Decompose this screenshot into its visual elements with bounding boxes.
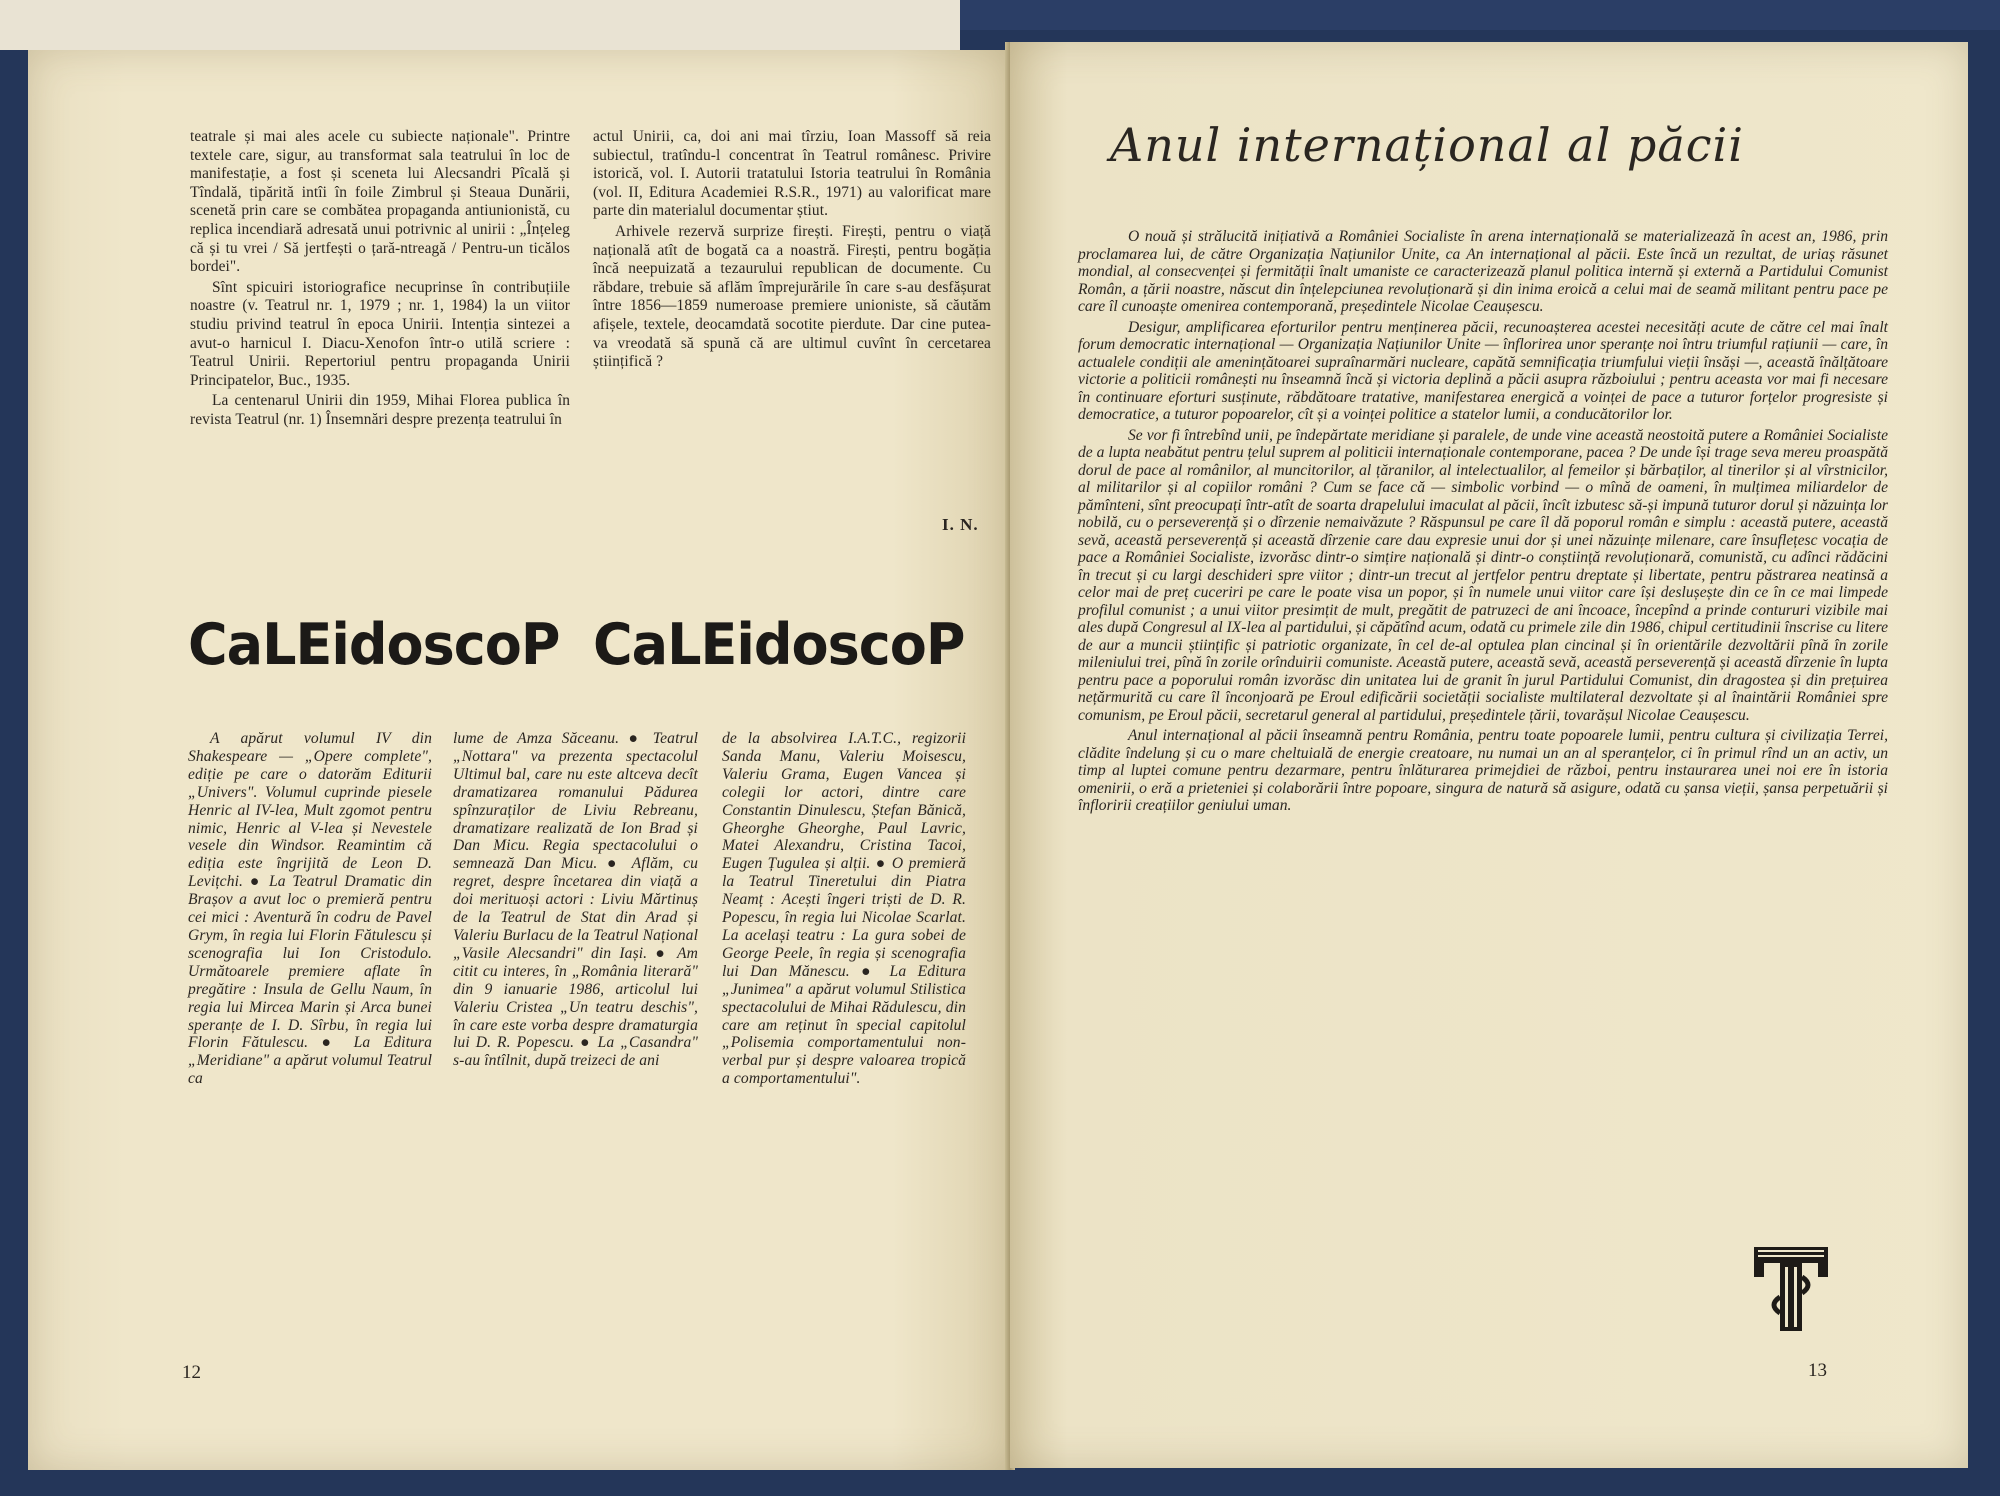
left-page: [28, 50, 1010, 1470]
paragraph: actul Unirii, ca, doi ani mai tîrziu, Ioan Massoff să reia subiectul, tratîndu-l concentrat în Teatrul românesc. Privire istorică, vol. I. Autorii tratatului Istoria teatrului în România (vol. II, Editura Academiei R.S.R., 1971) au valorificat mare parte din materialul documentar știut.: [593, 128, 991, 220]
bottom-column-1: [188, 730, 432, 1090]
scan-background: [0, 0, 960, 50]
page-number: 13: [1808, 1360, 1827, 1381]
paragraph: Sînt spicuiri istoriografice necuprinse în contribuțiile noastre (v. Teatrul nr. 1, 1979 ; nr. 1, 1984) la un viitor studiu privind teatrul în epoca Unirii. Intenția sintezei a avut-o harnicul I. Diacu-Xenofon într-o utilă scriere : Teatrul Unirii. Repertoriul pentru propaganda Unirii Principatelor, Buc., 1935.: [190, 278, 570, 389]
paragraph: Anul internațional al păcii înseamnă pentru România, pentru toate popoarele lumii, pentru cultura și civilizația Terrei, clădite îndelung și cu o mare cheltuială de energie creatoare, nu numai un an al speranțelor, ci în primul rînd un an activ, un timp al luptei comune pentru dezarmare, pentru înlăturarea primejdiei de război, pentru instaurarea unei noi ere în istoria omenirii, o eră a prieteniei și colaborării între popoare, singura de natură să asigure, odată cu șansa vieții, șansa perpetuării și înfloririi creațiilor geniului uman.: [1078, 727, 1888, 814]
paragraph: lume de Amza Săceanu. ● Teatrul „Nottara" va prezenta spectacolul Ultimul bal, care nu este altceva decît dramatizarea romanului Pădurea spînzuraților de Liviu Rebreanu, dramatizare realizată de Ion Brad și Dan Micu. Regia spectacolului o semnează Dan Micu. ● Aflăm, cu regret, despre încetarea din viață a doi merituoși actori : Liviu Mărtinuș de la Teatrul de Stat din Arad și Valeriu Burlacu de la Teatrul Național „Vasile Alecsandri" din Iași. ● Am citit cu interes, în „România literară" din 9 ianuarie 1986, articolul lui Valeriu Cristea „Un teatru deschis", în care este vorba despre dramaturgia lui D. R. Popescu. ● La „Casandra" s-au întîlnit, după treizeci de ani: [453, 730, 698, 1070]
page-number: 12: [182, 1362, 201, 1383]
top-column-1: [190, 128, 570, 432]
paragraph: Desigur, amplificarea eforturilor pentru menținerea păcii, recunoașterea acestei necesități acute de către cel mai înalt forum democratic internațional — Organizația Națiunilor Unite — înflorirea unor speranțe noi întru triumful rațiunii — care, în actualele condiții ale amenințătoarei supraînarmări nucleare, capătă semnificația triumfului vieții însăși —, această înălțătoare victorie a politicii românești nu înseamnă încă și victoria deplină a păcii asupra războiului ; pentru aceasta vor mai fi necesare în continuare eforturi susținute, răbdătoare tratative, manifestarea energică a voinței de pace a tuturor forțelor progresiste și democratice, a tuturor popoarelor, cît și a voinței politice a statelor lumii, a conducătorilor lor.: [1078, 318, 1888, 423]
signature: I. N.: [942, 515, 979, 534]
article-body: [1078, 228, 1888, 818]
paragraph: de la absolvirea I.A.T.C., regizorii Sanda Manu, Valeriu Moisescu, Valeriu Grama, Eugen Vancea și colegii lor actori, dintre care Constantin Dinulescu, Ștefan Bănică, Gheorghe Gheorghe, Paul Lavric, Matei Alexandru, Cristina Tacoi, Eugen Țugulea și alții. ● O premieră la Teatrul Tineretului din Piatra Neamț : Acești îngeri triști de D. R. Popescu, în regia lui Nicolae Scarlat. La același teatru : La gura sobei de George Peele, în regia și scenografia lui Dan Mănescu. ● La Editura „Junimea" a apărut volumul Stilistica spectacolului de Mihai Rădulescu, din care am reținut în special capitolul „Polisemia comportamentului non-verbal pur și despre valoarea tropică a comportamentului".: [722, 730, 966, 1088]
bottom-column-2: [453, 730, 698, 1072]
kaleidoscop-heading-2: CaLEidoscoP: [593, 611, 965, 678]
paragraph: O nouă și strălucită inițiativă a României Socialiste în arena internațională se materializează în acest an, 1986, prin proclamarea lui, de către Organizația Națiunilor Unite, ca An internațional al păcii. Este încă un rezultat, de uriaș răsunet mondial, al consecvenței și fermității înalt umaniste ce caracterizează planul politica internă și externă a Partidului Comunist Român, a țării noastre, născut din înțelepciunea revoluționară și din inima eroică a celui mai de seamă militant pentru pace pe care îl cunoaște omenirea contemporană, președintele Nicolae Ceaușescu.: [1078, 228, 1888, 315]
paragraph: Se vor fi întrebînd unii, pe îndepărtate meridiane și paralele, de unde vine această neostoită putere a României Socialiste de a lupta neabătut pentru țelul suprem al politicii internaționale contemporane, pacea ? De unde își trage seva mereu proaspătă dorul de pace al românilor, al muncitorilor, al țăranilor, al intelectualilor, al femeilor și bărbaților, al tinerilor și al vîrstnicilor, al militarilor și al copiilor români ? Cum se face că — simbolic vorbind — o mînă de oameni, în mulțimea miliardelor de pămînteni, sînt preocupați într-atît de soarta drapelului imaculat al păcii, încît izbutesc să-și impună tuturor dorul și năzuința lor nobilă, cu o perseverență și o dîrzenie nemaivăzute ? Răspunsul pe care îl dă poporul român e simplu : această putere, această sevă, această perseverență și această dîrzenie care dau expresie unui dor și unei năzuințe milenare, care însuflețesc vocația de pace a României Socialiste, izvorăsc dintr-o simțire națională și dintr-o conștiință revoluționară, comunistă, cu adînci rădăcini în trecut și cu largi deschideri spre viitor ; dintr-un trecut al jertfelor pentru dreptate și libertate, pentru păstrarea neatinsă a celor mai de preț cuceriri pe care le poate visa un popor, și în numele unui viitor care își deslușește din ce în ce mai limpede profilul comunist ; a unui viitor presimțit de mult, pregătit de patruzeci de ani încoace, începînd a prinde contururi vizibile mai ales după Congresul al IX-lea al partidului, și căpătînd acum, odată cu primele zile din 1986, chipul certitudinii înscrise cu litere de aur a muncii științific și patriotic organizate, în cel de-al optulea plan cincinal și în orientările dezvoltării pînă în zorile mileniului trei, pînă în zorile orînduirii comuniste. Această putere, această sevă, această perseverență și această dîrzenie în lupta pentru pace a poporului român izvorăsc din unitatea lui de granit în jurul Partidului Comunist, din dragostea și din prețuirea nețărmurită cu care îl înconjoară pe Eroul edificării societății socialiste multilateral dezvoltate și al înaintării României spre comunism, pe Eroul păcii, secretarul general al partidului, președintele țării, tovarășul Nicolae Ceaușescu.: [1078, 426, 1888, 724]
article-title: Anul internațional al păcii: [1110, 118, 1744, 172]
top-column-2: [593, 128, 991, 374]
kaleidoscop-heading-1: CaLEidoscoP: [188, 611, 560, 678]
paragraph: teatrale și mai ales acele cu subiecte naționale". Printre textele care, sigur, au transformat sala teatrului în loc de manifestație, a fost și sceneta lui Alecsandri Pîcală și Tîndală, tipărită intîi în foile Zimbrul și Steaua Dunării, scenetă prin care se combătea propaganda antiunionistă, cu replica incendiară adresată unui potrivnic al unirii : „Înțeleg că și tu vrei / Să jertfești o țară-ntreagă / Pentru-un ticălos bordei".: [190, 128, 570, 276]
paragraph: Arhivele rezervă surprize firești. Firești, pentru o viață națională atît de bogată ca a noastră. Firești, pentru bogăția încă neepuizată a tezaurului republican de documente. Cu răbdare, trebuie să aflăm împrejurările în care s-au desfășurat între 1856—1859 numeroase premiere unioniste, să căutăm afișele, textele, deocamdată socotite pierdute. Dar cine putea-va vreodată să spună că are ultimul cuvînt în cercetarea științifică ?: [593, 222, 991, 371]
paragraph: La centenarul Unirii din 1959, Mihai Florea publica în revista Teatrul (nr. 1) Însemnări despre prezența teatrului în: [190, 392, 570, 428]
paragraph: A apărut volumul IV din Shakespeare — „Opere complete", ediție pe care o datorăm Editurii „Univers". Volumul cuprinde piesele Henric al IV-lea, Mult zgomot pentru nimic, Henric al V-lea și Nevestele vesele din Windsor. Reamintim că ediția este îngrijită de Leon D. Levițchi. ● La Teatrul Dramatic din Brașov a avut loc o premieră pentru cei mici : Aventură în codru de Pavel Grym, în regia lui Florin Fătulescu și scenografia lui Ion Cristodulo. Următoarele premiere aflate în pregătire : Insula de Gellu Naum, în regia lui Mircea Marin și Arca bunei speranțe de I. D. Sîrbu, în regia lui Florin Fătulescu. ● La Editura „Meridiane" a apărut volumul Teatrul ca: [188, 730, 432, 1088]
teatrul-logo-icon: [1754, 1247, 1828, 1331]
bottom-column-3: [722, 730, 966, 1090]
